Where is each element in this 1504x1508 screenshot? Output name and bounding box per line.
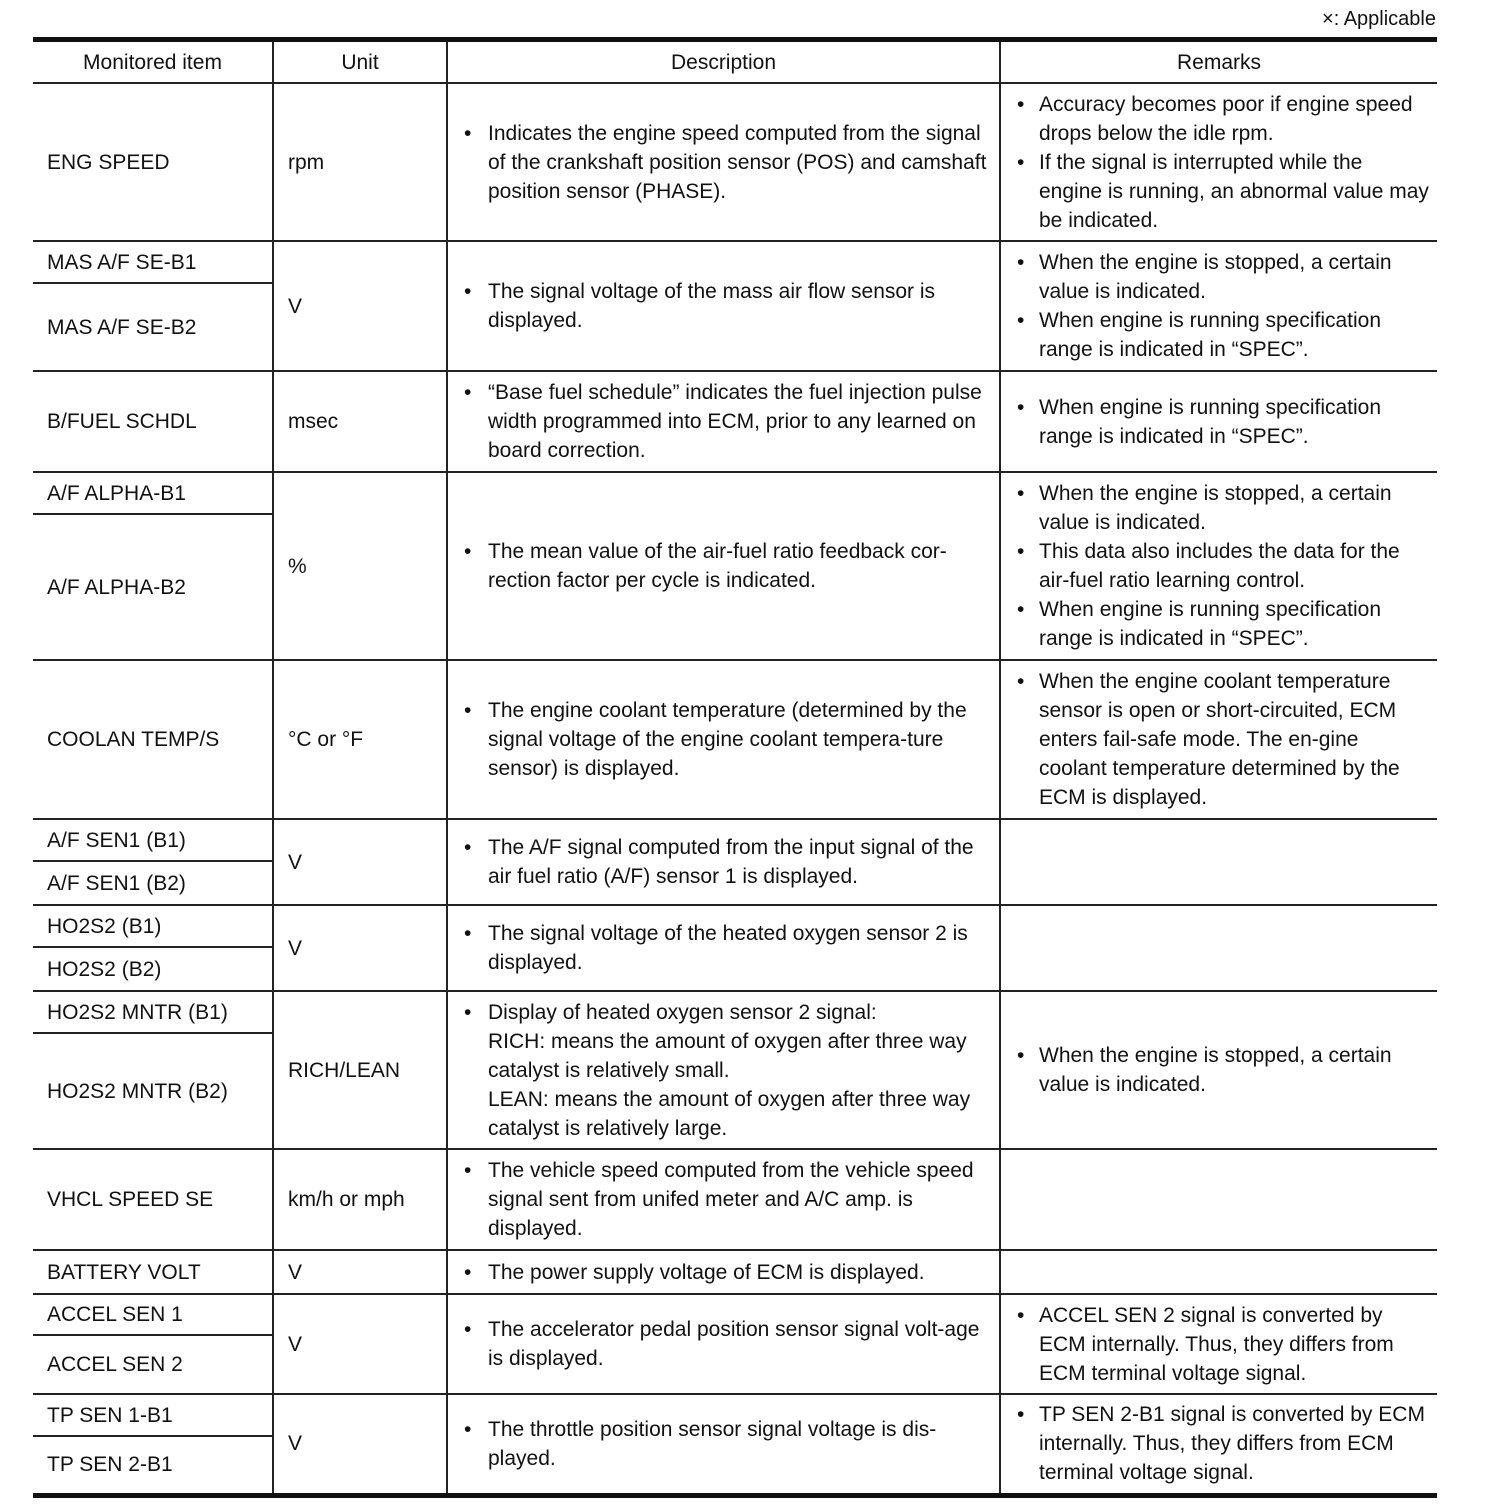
unit-cell: km/h or mph bbox=[273, 1149, 447, 1250]
description-cell bbox=[447, 1294, 1000, 1394]
bullet-item: • The power supply voltage of ECM is displayed. bbox=[462, 1258, 993, 1287]
monitored-item-cell: HO2S2 (B2) bbox=[33, 947, 273, 991]
bullet-item: • If the signal is interrupted while the engine is running, an abnormal value may be indicated. bbox=[1015, 148, 1431, 235]
bullet-item: • The accelerator pedal position sensor signal volt-age is displayed. bbox=[462, 1315, 993, 1373]
description-cell bbox=[447, 83, 1000, 241]
table-row bbox=[33, 819, 1437, 861]
table-row bbox=[33, 991, 1437, 1033]
remarks-cell bbox=[1000, 991, 1437, 1149]
remarks-list bbox=[1015, 248, 1431, 364]
monitored-item-cell: A/F SEN1 (B2) bbox=[33, 861, 273, 905]
description-cell bbox=[447, 905, 1000, 991]
description-cell bbox=[447, 991, 1000, 1149]
header-description: Description bbox=[447, 40, 1000, 84]
unit-cell: RICH/LEAN bbox=[273, 991, 447, 1149]
header-monitored-item: Monitored item bbox=[33, 40, 273, 84]
bullet-item: • TP SEN 2-B1 signal is converted by ECM internally. Thus, they differs from ECM terminal voltage signal. bbox=[1015, 1400, 1431, 1487]
description-list bbox=[462, 696, 993, 783]
table-row bbox=[33, 1294, 1437, 1335]
unit-cell: V bbox=[273, 905, 447, 991]
unit-cell: V bbox=[273, 241, 447, 371]
bullet-item: • The signal voltage of the mass air flow sensor is displayed. bbox=[462, 277, 993, 335]
remarks-cell bbox=[1000, 83, 1437, 241]
remarks-cell bbox=[1000, 1294, 1437, 1394]
remarks-list bbox=[1015, 1301, 1431, 1388]
monitored-item-cell: A/F ALPHA-B1 bbox=[33, 472, 273, 514]
remarks-cell bbox=[1000, 1149, 1437, 1250]
unit-cell: V bbox=[273, 1250, 447, 1294]
bullet-item: • This data also includes the data for the air-fuel ratio learning control. bbox=[1015, 537, 1431, 595]
monitored-item-cell: MAS A/F SE-B2 bbox=[33, 283, 273, 371]
description-cell bbox=[447, 660, 1000, 819]
table-row bbox=[33, 1250, 1437, 1294]
remarks-list bbox=[1015, 1400, 1431, 1487]
monitored-item-cell: VHCL SPEED SE bbox=[33, 1149, 273, 1250]
bullet-item: • Accuracy becomes poor if engine speed drops below the idle rpm. bbox=[1015, 90, 1431, 148]
description-cell bbox=[447, 819, 1000, 905]
description-cell bbox=[447, 1250, 1000, 1294]
description-list bbox=[462, 1156, 993, 1243]
monitored-item-cell: B/FUEL SCHDL bbox=[33, 371, 273, 472]
description-list bbox=[462, 537, 993, 595]
remarks-cell bbox=[1000, 241, 1437, 371]
monitored-item-cell: ACCEL SEN 2 bbox=[33, 1335, 273, 1394]
monitored-item-cell: BATTERY VOLT bbox=[33, 1250, 273, 1294]
header-row bbox=[33, 40, 1437, 84]
description-list bbox=[462, 1258, 993, 1287]
monitored-item-cell: HO2S2 MNTR (B1) bbox=[33, 991, 273, 1033]
table-row bbox=[33, 472, 1437, 514]
monitored-item-cell: TP SEN 1-B1 bbox=[33, 1394, 273, 1436]
description-list bbox=[462, 277, 993, 335]
bullet-item: • When engine is running specification range is indicated in “SPEC”. bbox=[1015, 595, 1431, 653]
remarks-cell bbox=[1000, 660, 1437, 819]
bullet-item: • Indicates the engine speed computed from the signal of the crankshaft position sensor (POS) and camshaft position sensor (PHASE). bbox=[462, 119, 993, 206]
description-list bbox=[462, 833, 993, 891]
monitored-item-cell: COOLAN TEMP/S bbox=[33, 660, 273, 819]
monitored-item-cell: A/F ALPHA-B2 bbox=[33, 514, 273, 660]
unit-cell: V bbox=[273, 1394, 447, 1495]
bullet-item: • The mean value of the air-fuel ratio feedback cor-rection factor per cycle is indicated. bbox=[462, 537, 993, 595]
remarks-list bbox=[1015, 667, 1431, 812]
description-cell bbox=[447, 1394, 1000, 1495]
bullet-item: • “Base fuel schedule” indicates the fuel injection pulse width programmed into ECM, prior to any learned on board correction. bbox=[462, 378, 993, 465]
bullet-item: • When the engine is stopped, a certain value is indicated. bbox=[1015, 1041, 1431, 1099]
header-unit: Unit bbox=[273, 40, 447, 84]
bullet-item: • When the engine is stopped, a certain value is indicated. bbox=[1015, 248, 1431, 306]
bullet-item: • When the engine coolant temperature sensor is open or short-circuited, ECM enters fail-safe mode. The en-gine coolant temperature determined by the ECM is displayed. bbox=[1015, 667, 1431, 812]
monitor-items-table bbox=[33, 37, 1437, 1498]
remarks-cell bbox=[1000, 905, 1437, 991]
monitored-item-cell: HO2S2 (B1) bbox=[33, 905, 273, 947]
monitored-item-cell: MAS A/F SE-B1 bbox=[33, 241, 273, 283]
table-row bbox=[33, 241, 1437, 283]
bullet-item: • When the engine is stopped, a certain value is indicated. bbox=[1015, 479, 1431, 537]
description-list bbox=[462, 1415, 993, 1473]
table-row bbox=[33, 1149, 1437, 1250]
remarks-cell bbox=[1000, 472, 1437, 660]
bullet-item: • When engine is running specification range is indicated in “SPEC”. bbox=[1015, 393, 1431, 451]
unit-cell: rpm bbox=[273, 83, 447, 241]
unit-cell: V bbox=[273, 819, 447, 905]
table-row bbox=[33, 1394, 1437, 1436]
description-cell bbox=[447, 241, 1000, 371]
remarks-list bbox=[1015, 479, 1431, 653]
monitored-item-cell: ACCEL SEN 1 bbox=[33, 1294, 273, 1335]
description-list bbox=[462, 119, 993, 206]
table-row bbox=[33, 660, 1437, 819]
applicable-legend: ×: Applicable bbox=[1322, 8, 1436, 30]
description-list bbox=[462, 1315, 993, 1373]
description-cell bbox=[447, 1149, 1000, 1250]
table-row bbox=[33, 83, 1437, 241]
monitored-item-cell: ENG SPEED bbox=[33, 83, 273, 241]
description-cell bbox=[447, 472, 1000, 660]
monitored-item-cell: A/F SEN1 (B1) bbox=[33, 819, 273, 861]
header-remarks: Remarks bbox=[1000, 40, 1437, 84]
table-row bbox=[33, 371, 1437, 472]
remarks-cell bbox=[1000, 371, 1437, 472]
bullet-item: • The signal voltage of the heated oxygen sensor 2 is displayed. bbox=[462, 919, 993, 977]
monitored-item-cell: HO2S2 MNTR (B2) bbox=[33, 1033, 273, 1149]
unit-cell: msec bbox=[273, 371, 447, 472]
bullet-item: • When engine is running specification range is indicated in “SPEC”. bbox=[1015, 306, 1431, 364]
bullet-item: • The engine coolant temperature (determined by the signal voltage of the engine coolant tempera-ture sensor) is displayed. bbox=[462, 696, 993, 783]
description-list bbox=[462, 919, 993, 977]
remarks-list bbox=[1015, 90, 1431, 235]
unit-cell: °C or °F bbox=[273, 660, 447, 819]
bullet-item: • The throttle position sensor signal voltage is dis-played. bbox=[462, 1415, 993, 1473]
unit-cell: V bbox=[273, 1294, 447, 1394]
monitored-item-cell: TP SEN 2-B1 bbox=[33, 1436, 273, 1495]
remarks-list bbox=[1015, 1041, 1431, 1099]
description-cell bbox=[447, 371, 1000, 472]
description-list bbox=[462, 998, 993, 1143]
description-list bbox=[462, 378, 993, 465]
bullet-item: • The A/F signal computed from the input signal of the air fuel ratio (A/F) sensor 1 is displayed. bbox=[462, 833, 993, 891]
remarks-list bbox=[1015, 393, 1431, 451]
remarks-cell bbox=[1000, 1394, 1437, 1495]
bullet-item: • The vehicle speed computed from the vehicle speed signal sent from unifed meter and A/C amp. is displayed. bbox=[462, 1156, 993, 1243]
remarks-cell bbox=[1000, 1250, 1437, 1294]
unit-cell: % bbox=[273, 472, 447, 660]
remarks-cell bbox=[1000, 819, 1437, 905]
bullet-item: • ACCEL SEN 2 signal is converted by ECM internally. Thus, they differs from ECM terminal voltage signal. bbox=[1015, 1301, 1431, 1388]
table-row bbox=[33, 905, 1437, 947]
bullet-item: • Display of heated oxygen sensor 2 signal: RICH: means the amount of oxygen after three way catalyst is relatively small. LEAN: means the amount of oxygen after three way catalyst is relatively large. bbox=[462, 998, 993, 1143]
